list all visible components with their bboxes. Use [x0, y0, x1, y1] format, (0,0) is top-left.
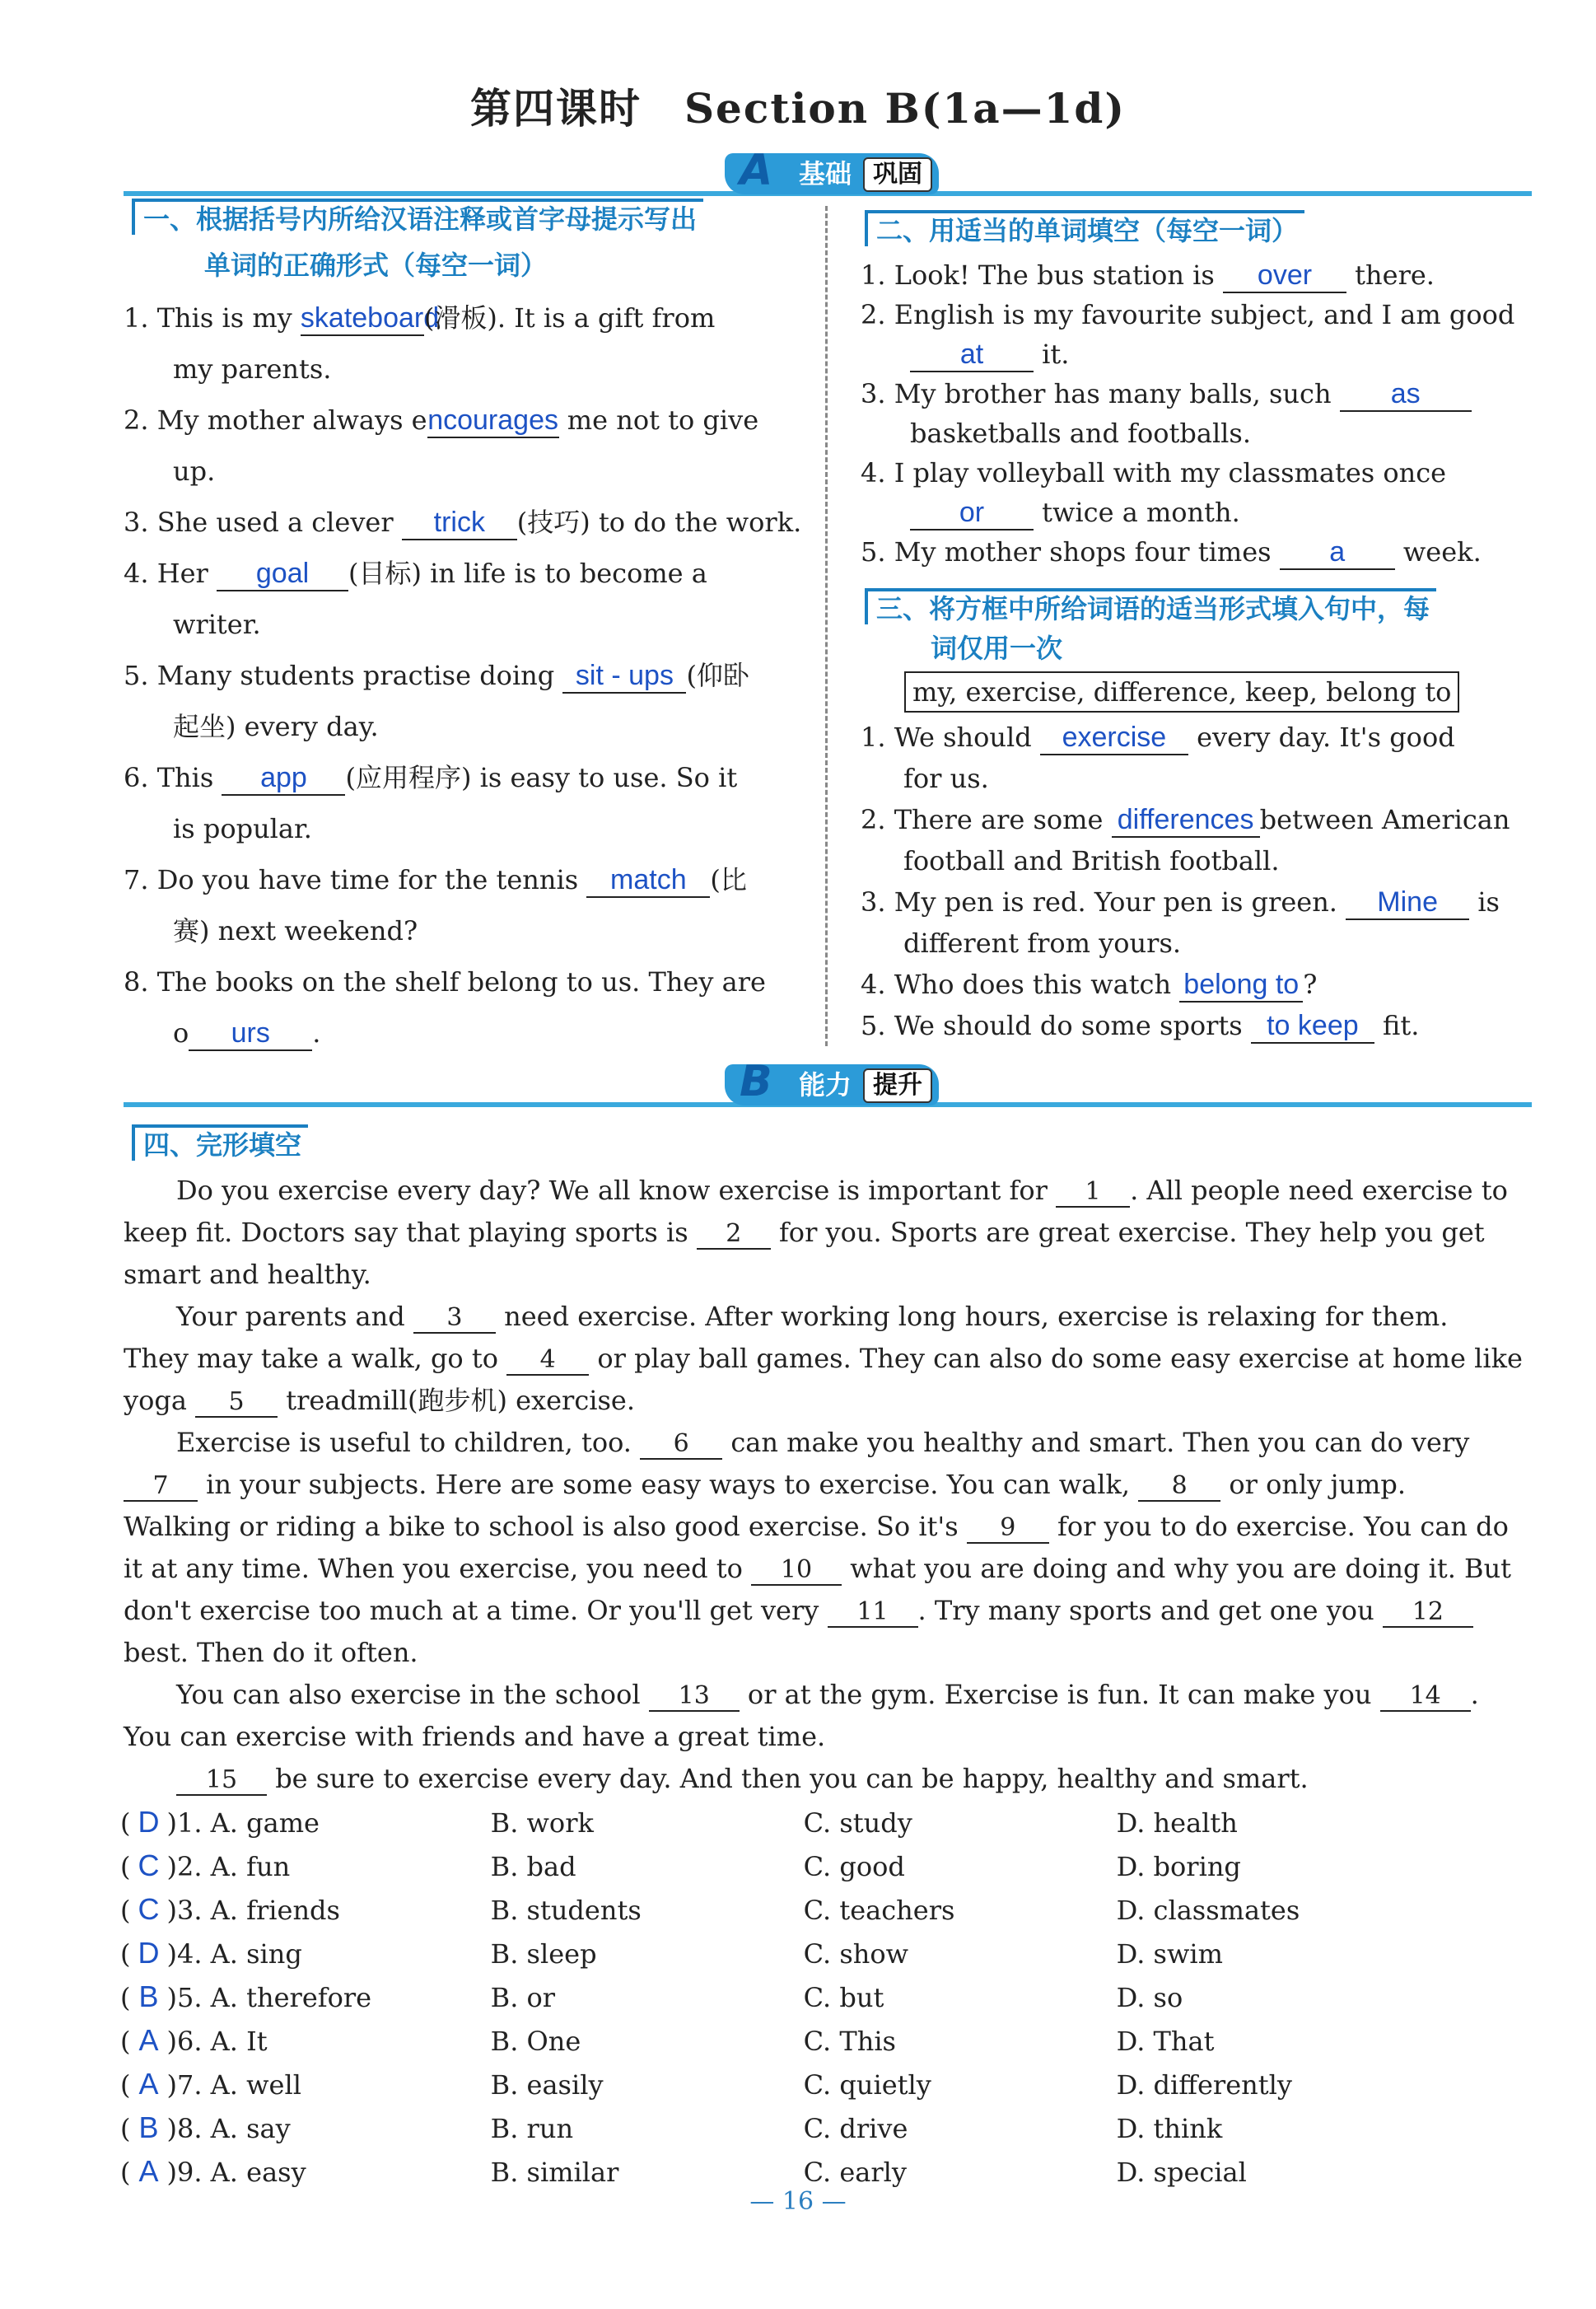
q2-heading	[865, 208, 1540, 254]
cloze-blank-12[interactable]: 12	[1383, 1598, 1473, 1628]
choice-row: ( D )1. A. game B. work C. study D. health	[120, 1801, 1537, 1844]
q1-item-7-pre: 7. Do you have time for the tennis	[124, 864, 587, 895]
q2-answer-2[interactable]: at	[910, 338, 1034, 372]
option-b[interactable]: B. sleep	[490, 1938, 597, 1970]
q2-item-4: 4. I play volleyball with my classmates once	[861, 457, 1447, 488]
choice-number: )9.	[166, 2157, 203, 2188]
q1-item-8-cont	[124, 1007, 815, 1059]
q3-item-2-pre: 2. There are some	[861, 804, 1112, 835]
page-title: 第四课时 Section B(1a—1d)	[469, 84, 1127, 133]
q4-text: need exercise. After working long hours, exercise is relaxing for them.	[495, 1301, 1449, 1332]
q3-answer-4[interactable]: belong to	[1179, 968, 1303, 1003]
q2-answer-5[interactable]: a	[1280, 535, 1395, 570]
cloze-blank-6[interactable]: 6	[640, 1430, 722, 1460]
choice-answer[interactable]: B	[138, 1979, 159, 2013]
q2-item-1-post: there.	[1346, 259, 1435, 291]
q2-item-2-cont	[861, 334, 1544, 374]
q4-text: treadmill(跑步机) exercise.	[278, 1385, 636, 1416]
choice-number: )1.	[166, 1807, 203, 1839]
q2-item-3	[861, 374, 1544, 414]
q3-item-3	[861, 881, 1544, 923]
option-c[interactable]: C. good	[803, 1851, 905, 1882]
choice-number: )2.	[166, 1851, 203, 1882]
q4-text: Your parents and	[124, 1301, 413, 1332]
q2-item-4-cont	[861, 493, 1544, 532]
section-b-box: 提升	[863, 1068, 932, 1103]
q4-heading-text: 四、完形填空	[132, 1124, 308, 1161]
option-c[interactable]: C. This	[803, 2026, 896, 2057]
option-c[interactable]: C. teachers	[803, 1895, 955, 1926]
q4-line-15	[124, 1758, 1532, 1800]
q4-text: what you are doing and why you are doing it. But	[842, 1553, 1512, 1584]
cloze-blank-5[interactable]: 5	[195, 1388, 278, 1418]
choice-row: ( B )8. A. say B. run C. drive D. think	[120, 2106, 1537, 2150]
q2-list	[861, 255, 1544, 572]
choice-row: ( A )9. A. easy B. similar C. early D. special	[120, 2150, 1537, 2194]
q2-item-3-cont: basketballs and footballs.	[910, 418, 1251, 449]
q4-line-12: best. Then do it often.	[124, 1637, 418, 1668]
cloze-blank-8[interactable]: 8	[1138, 1472, 1220, 1502]
q1-item-6-post: (应用程序) is easy to use. So it	[345, 762, 738, 793]
q1-item-3	[124, 497, 815, 548]
q1-answer-1[interactable]: skateboard	[301, 301, 424, 336]
q4-passage	[124, 1170, 1532, 1800]
q1-item-1	[124, 292, 815, 344]
cloze-blank-7[interactable]: 7	[124, 1472, 198, 1502]
q4-text: for you to do exercise. You can do	[1048, 1511, 1509, 1542]
choice-answer[interactable]: A	[138, 2067, 159, 2101]
q2-item-3-pre: 3. My brother has many balls, such	[861, 378, 1340, 409]
q1-list	[124, 292, 815, 1059]
q4-line-9	[124, 1506, 1532, 1548]
q3-item-5-pre: 5. We should do some sports	[861, 1010, 1251, 1041]
option-a[interactable]: A. sing	[210, 1938, 302, 1970]
option-d[interactable]: D. swim	[1116, 1938, 1223, 1970]
option-b[interactable]: B. bad	[490, 1851, 576, 1882]
q4-text: You can also exercise in the school	[124, 1679, 649, 1710]
q3-item-4-post: ?	[1303, 969, 1318, 1000]
q4-text: yoga	[124, 1385, 196, 1416]
q4-text: keep fit. Doctors say that playing sports is	[124, 1217, 697, 1248]
option-a[interactable]: A. It	[210, 2026, 268, 2057]
cloze-blank-3[interactable]: 3	[413, 1304, 496, 1334]
column-divider	[825, 206, 828, 1046]
q1-heading-line1: 一、根据括号内所给汉语注释或首字母提示写出	[132, 199, 703, 235]
q4-line-3: smart and healthy.	[124, 1259, 371, 1290]
q1-item-3-post: (技巧) to do the work.	[516, 507, 802, 538]
q3-heading-line1: 三、将方框中所给词语的适当形式填入句中，每	[865, 588, 1436, 624]
option-b[interactable]: B. run	[490, 2113, 574, 2144]
q1-item-4	[124, 548, 815, 599]
option-a[interactable]: A. friends	[210, 1895, 340, 1926]
q3-item-1-post: every day. It's good	[1188, 722, 1455, 753]
q4-choices	[120, 1801, 1537, 2194]
section-a-tag	[725, 146, 939, 195]
q3-answer-3[interactable]: Mine	[1346, 886, 1469, 920]
cloze-blank-13[interactable]: 13	[649, 1682, 740, 1712]
q3-item-1	[861, 717, 1544, 758]
q1-item-7-post: (比	[710, 864, 747, 895]
option-d[interactable]: D. differently	[1116, 2069, 1292, 2101]
cloze-blank-14[interactable]: 14	[1380, 1682, 1471, 1712]
q2-item-1	[861, 255, 1544, 295]
cloze-blank-2[interactable]: 2	[697, 1220, 771, 1250]
q3-item-3-pre: 3. My pen is red. Your pen is green.	[861, 886, 1346, 918]
q4-line-2	[124, 1212, 1532, 1254]
q3-item-2-cont: football and British football.	[903, 845, 1280, 876]
option-a[interactable]: A. well	[210, 2069, 301, 2101]
q1-item-7-cont: 赛) next weekend?	[173, 915, 418, 947]
q3-heading	[865, 589, 1548, 668]
option-c[interactable]: C. quietly	[803, 2069, 931, 2101]
choice-number: )5.	[166, 1982, 203, 2013]
q4-line-11	[124, 1590, 1532, 1632]
option-d[interactable]: D. think	[1116, 2113, 1223, 2144]
q3-word-box: my, exercise, difference, keep, belong to	[904, 671, 1459, 713]
q1-item-5	[124, 650, 815, 701]
choice-answer[interactable]: A	[138, 2154, 159, 2188]
option-c[interactable]: C. study	[803, 1807, 912, 1839]
cloze-blank-1[interactable]: 1	[1056, 1178, 1130, 1208]
option-b[interactable]: B. One	[490, 2026, 581, 2057]
section-a-box: 巩固	[863, 157, 932, 192]
q1-item-2-post: me not to give	[558, 404, 759, 436]
q4-text	[124, 1763, 176, 1794]
q4-text: don't exercise too much at a time. Or you'll get very	[124, 1595, 828, 1626]
q2-item-5	[861, 532, 1544, 572]
q1-heading-line2: 单词的正确形式（每空一词）	[204, 250, 548, 281]
choice-row: ( B )5. A. therefore B. or C. but D. so	[120, 1975, 1537, 2019]
option-a[interactable]: A. therefore	[210, 1982, 372, 2013]
page-number: — 16 —	[749, 2187, 847, 2216]
q1-item-2	[124, 395, 815, 446]
q3-item-4	[861, 964, 1544, 1005]
option-d[interactable]: D. special	[1116, 2157, 1247, 2188]
q4-text: or play ball games. They can also do some easy exercise at home like	[589, 1343, 1523, 1374]
choice-answer[interactable]: C	[138, 1849, 160, 1882]
section-b-tag	[725, 1057, 939, 1106]
q3-item-5-post: fit.	[1374, 1010, 1420, 1041]
q4-line-5	[124, 1338, 1532, 1380]
q3-answer-1[interactable]: exercise	[1040, 721, 1188, 755]
q2-item-5-pre: 5. My mother shops four times	[861, 536, 1280, 568]
q3-heading-line2: 词仅用一次	[931, 633, 1063, 664]
q4-text: . Try many sports and get one you	[917, 1595, 1383, 1626]
q1-item-4-pre: 4. Her	[124, 558, 217, 589]
section-a-label: 基础	[799, 158, 852, 189]
q1-heading	[132, 196, 824, 288]
q3-answer-2[interactable]: differences	[1112, 803, 1260, 838]
option-b[interactable]: B. students	[490, 1895, 642, 1926]
q3-item-3-post: is	[1469, 886, 1500, 918]
choice-row: ( C )3. A. friends B. students C. teachers D. classmates	[120, 1888, 1537, 1932]
cloze-blank-10[interactable]: 10	[751, 1556, 842, 1586]
option-c[interactable]: C. drive	[803, 2113, 908, 2144]
choice-number: )4.	[166, 1938, 203, 1970]
q4-line-10	[124, 1548, 1532, 1590]
option-d[interactable]: D. boring	[1116, 1851, 1241, 1882]
q1-answer-7[interactable]: match	[586, 863, 710, 898]
q1-answer-2[interactable]: ncourages	[427, 404, 559, 438]
cloze-blank-11[interactable]: 11	[828, 1598, 918, 1628]
q1-item-4-cont: writer.	[173, 609, 261, 640]
q4-text: it at any time. When you exercise, you need to	[124, 1553, 752, 1584]
option-a[interactable]: A. easy	[210, 2157, 306, 2188]
q2-answer-3[interactable]: as	[1340, 377, 1472, 412]
choice-answer[interactable]: A	[138, 2023, 159, 2057]
q4-text: They may take a walk, go to	[124, 1343, 507, 1374]
q3-list	[861, 717, 1544, 1046]
choice-answer[interactable]: C	[138, 1892, 160, 1926]
q1-answer-5[interactable]: sit - ups	[562, 659, 686, 694]
option-d[interactable]: D. That	[1116, 2026, 1215, 2057]
cloze-blank-4[interactable]: 4	[506, 1346, 589, 1376]
q4-text: can make you healthy and smart. Then you can do very	[722, 1427, 1470, 1458]
q3-item-5	[861, 1005, 1544, 1046]
option-a[interactable]: A. say	[210, 2113, 291, 2144]
cloze-blank-9[interactable]: 9	[967, 1514, 1049, 1544]
q1-answer-8[interactable]: urs	[189, 1017, 312, 1051]
choice-answer[interactable]: D	[138, 1936, 160, 1970]
q4-line-8	[124, 1464, 1532, 1506]
choice-answer[interactable]: D	[138, 1805, 160, 1839]
option-d[interactable]: D. classmates	[1116, 1895, 1300, 1926]
q4-text: . All people need exercise to	[1130, 1175, 1508, 1206]
section-b-letter: B	[740, 1057, 772, 1106]
choice-answer[interactable]: B	[138, 2110, 159, 2144]
q3-item-2-post: between American	[1259, 804, 1510, 835]
q4-text: Exercise is useful to children, too.	[124, 1427, 641, 1458]
q2-heading-text: 二、用适当的单词填空（每空一词）	[865, 210, 1304, 246]
q4-text: .	[1470, 1679, 1479, 1710]
q1-item-7	[124, 854, 815, 905]
q4-heading	[132, 1122, 308, 1168]
q2-item-2: 2. English is my favourite subject, and I am good	[861, 299, 1515, 330]
option-a[interactable]: A. game	[210, 1807, 320, 1839]
q1-item-8-post: .	[312, 1017, 321, 1049]
q1-item-8-prefix: o	[173, 1017, 189, 1049]
choice-row: ( D )4. A. sing B. sleep C. show D. swim	[120, 1932, 1537, 1975]
option-c[interactable]: C. but	[803, 1982, 884, 2013]
q1-item-5-cont: 起坐) every day.	[173, 711, 379, 742]
q4-text: Walking or riding a bike to school is also good exercise. So it's	[124, 1511, 967, 1542]
q2-item-1-pre: 1. Look! The bus station is	[861, 259, 1223, 291]
option-c[interactable]: C. early	[803, 2157, 907, 2188]
q4-text: or at the gym. Exercise is fun. It can make you	[739, 1679, 1380, 1710]
q4-line-6	[124, 1380, 1532, 1422]
option-d[interactable]: D. so	[1116, 1982, 1183, 2013]
q2-item-4-post: twice a month.	[1034, 497, 1240, 528]
q4-text: be sure to exercise every day. And then you can be happy, healthy and smart.	[267, 1763, 1309, 1794]
q2-item-2-post: it.	[1034, 339, 1070, 370]
q1-item-6	[124, 752, 815, 803]
q1-item-2-cont: up.	[173, 456, 216, 487]
q4-text: in your subjects. Here are some easy ways to exercise. You can walk,	[198, 1469, 1139, 1500]
section-b-label: 能力	[799, 1069, 852, 1101]
q3-item-2	[861, 799, 1544, 840]
q2-item-5-post: week.	[1394, 536, 1482, 568]
option-b[interactable]: B. work	[490, 1807, 594, 1839]
q4-text: for you. Sports are great exercise. They help you get	[770, 1217, 1485, 1248]
q4-text: Do you exercise every day? We all know exercise is important for	[124, 1175, 1057, 1206]
q3-answer-5[interactable]: to keep	[1251, 1009, 1374, 1044]
choice-number: )6.	[166, 2026, 203, 2057]
q4-text: or only jump.	[1220, 1469, 1407, 1500]
choice-number: )3.	[166, 1895, 203, 1926]
q1-item-3-pre: 3. She used a clever	[124, 507, 402, 538]
q1-answer-6[interactable]: app	[222, 761, 345, 796]
q1-answer-3[interactable]: trick	[402, 506, 517, 540]
q4-line-14: You can exercise with friends and have a great time.	[124, 1721, 826, 1752]
option-d[interactable]: D. health	[1116, 1807, 1238, 1839]
q2-answer-4[interactable]: or	[910, 496, 1034, 531]
q3-item-1-cont: for us.	[903, 763, 989, 794]
option-b[interactable]: B. similar	[490, 2157, 619, 2188]
q4-line-13	[124, 1674, 1532, 1716]
q2-answer-1[interactable]: over	[1223, 259, 1346, 293]
section-a-letter: A	[740, 146, 773, 195]
q1-item-1-post: (滑板). It is a gift from	[423, 302, 716, 334]
q1-item-6-cont: is popular.	[173, 813, 312, 844]
q1-answer-4[interactable]: goal	[217, 557, 348, 591]
cloze-blank-15[interactable]: 15	[176, 1766, 267, 1796]
q4-line-4	[124, 1296, 1532, 1338]
option-b[interactable]: B. easily	[490, 2069, 604, 2101]
option-a[interactable]: A. fun	[210, 1851, 291, 1882]
q3-item-3-cont: different from yours.	[903, 928, 1182, 959]
choice-row: ( C )2. A. fun B. bad C. good D. boring	[120, 1844, 1537, 1888]
option-c[interactable]: C. show	[803, 1938, 909, 1970]
q4-line-7	[124, 1422, 1532, 1464]
choice-row: ( A )7. A. well B. easily C. quietly D. differently	[120, 2063, 1537, 2106]
q1-item-4-post: (目标) in life is to become a	[348, 558, 707, 589]
q3-item-1-pre: 1. We should	[861, 722, 1040, 753]
q3-item-4-pre: 4. Who does this watch	[861, 969, 1180, 1000]
q1-item-2-pre: 2. My mother always e	[124, 404, 427, 436]
choice-row: ( A )6. A. It B. One C. This D. That	[120, 2019, 1537, 2063]
q1-item-8: 8. The books on the shelf belong to us. They are	[124, 966, 766, 998]
q1-item-5-pre: 5. Many students practise doing	[124, 660, 563, 691]
option-b[interactable]: B. or	[490, 1982, 556, 2013]
choice-number: )8.	[166, 2113, 203, 2144]
q1-item-1-pre: 1. This is my	[124, 302, 301, 334]
choice-number: )7.	[166, 2069, 203, 2101]
q1-item-1-cont: my parents.	[173, 353, 332, 385]
q1-item-5-post: (仰卧	[686, 660, 749, 691]
q1-item-6-pre: 6. This	[124, 762, 222, 793]
q4-line-1	[124, 1170, 1532, 1212]
